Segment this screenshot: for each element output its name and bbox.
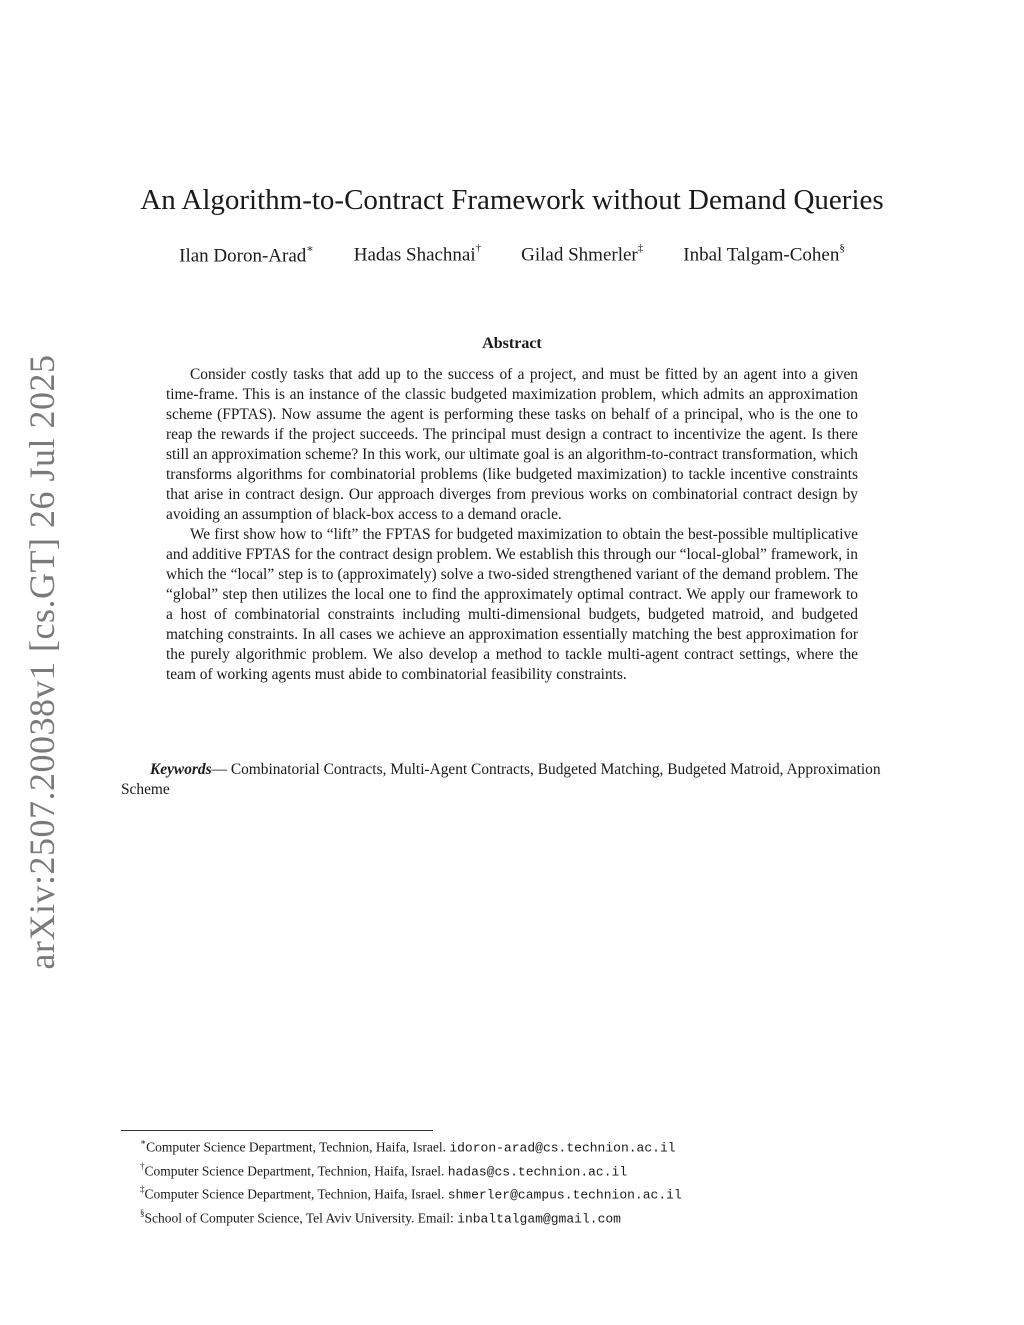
author-name: Gilad Shmerler <box>521 244 638 266</box>
footnote-mark: § <box>839 242 845 254</box>
author <box>683 244 845 267</box>
footnote-email: idoron-arad@cs.technion.ac.il <box>449 1140 676 1156</box>
footnote-mark: † <box>475 242 482 254</box>
author <box>354 244 481 267</box>
keywords-separator: — <box>211 761 231 778</box>
author-list <box>0 244 1024 267</box>
abstract-body <box>166 365 858 685</box>
keywords-label: Keywords <box>150 761 212 778</box>
footnote-email: shmerler@campus.technion.ac.il <box>447 1187 682 1203</box>
keywords-text: Combinatorial Contracts, Multi-Agent Contracts, Budgeted Matching, Budgeted Matroid, Approximation Scheme <box>121 761 881 798</box>
paper-title: An Algorithm-to-Contract Framework without Demand Queries <box>140 184 884 216</box>
author-name: Ilan Doron-Arad <box>179 245 307 267</box>
footnote-affiliation: Computer Science Department, Technion, Haifa, Israel. <box>144 1163 448 1178</box>
footnotes <box>140 1134 900 1228</box>
footnote-mark: § <box>140 1207 145 1218</box>
abstract-paragraph: We first show how to “lift” the FPTAS for budgeted maximization to obtain the best-possible multiplicative and additive FPTAS for the contract design problem. We establish this through our “local-global” framework, in which the “local” step is to (approximately) solve a two-sided strengthened variant of the demand problem. The “global” step then utilizes the local one to find the approximately optimal contract. We apply our framework to a host of combinatorial constraints including multi-dimensional budgets, budgeted matroid, and budgeted matching constraints. In all cases we achieve an approximation essentially matching the best approximation for the purely algorithmic problem. We also develop a method to tackle multi-agent contract settings, where the team of working agents must abide to combinatorial feasibility constraints. <box>166 526 858 683</box>
footnote-email: hadas@cs.technion.ac.il <box>447 1164 628 1179</box>
abstract-heading: Abstract <box>482 335 542 352</box>
footnote-rule <box>121 1130 433 1131</box>
footnote <box>140 1181 900 1205</box>
footnote-mark: ‡ <box>637 242 644 254</box>
footnote <box>140 1158 900 1182</box>
author-name: Hadas Shachnai <box>353 244 476 266</box>
footnote <box>140 1134 900 1158</box>
footnote-affiliation: School of Computer Science, Tel Aviv University. Email: <box>144 1210 458 1225</box>
footnote-mark: ‡ <box>140 1184 145 1194</box>
footnote-mark: † <box>140 1160 145 1171</box>
footnote <box>140 1205 900 1229</box>
footnote-affiliation: Computer Science Department, Technion, Haifa, Israel. <box>146 1139 450 1155</box>
arxiv-identifier: arXiv:2507.20038v1 [cs.GT] 26 Jul 2025 <box>22 354 62 970</box>
footnote-email: inbaltalgam@gmail.com <box>457 1211 621 1226</box>
footnote-affiliation: Computer Science Department, Technion, Haifa, Israel. <box>144 1186 448 1202</box>
footnote-mark: ∗ <box>306 243 314 255</box>
author <box>179 244 314 267</box>
abstract-paragraph: Consider costly tasks that add up to the success of a project, and must be fitted by an agent into a given time-frame. This is an instance of the classic budgeted maximization problem, which admits an approximation scheme (FPTAS). Now assume the agent is performing these tasks on behalf of a principal, who is the one to reap the rewards if the project succeeds. The principal must design a contract to incentivize the agent. Is there still an approximation scheme? In this work, our ultimate goal is an algorithm-to-contract transformation, which transforms algorithms for combinatorial problems (like budgeted maximization) to tackle incentive constraints that arise in contract design. Our approach diverges from previous works on combinatorial contract design by avoiding an assumption of black-box access to a demand oracle. <box>166 366 858 523</box>
footnote-mark: ∗ <box>140 1137 147 1147</box>
author <box>521 244 643 267</box>
keywords <box>121 760 905 800</box>
author-name: Inbal Talgam-Cohen <box>683 244 840 266</box>
